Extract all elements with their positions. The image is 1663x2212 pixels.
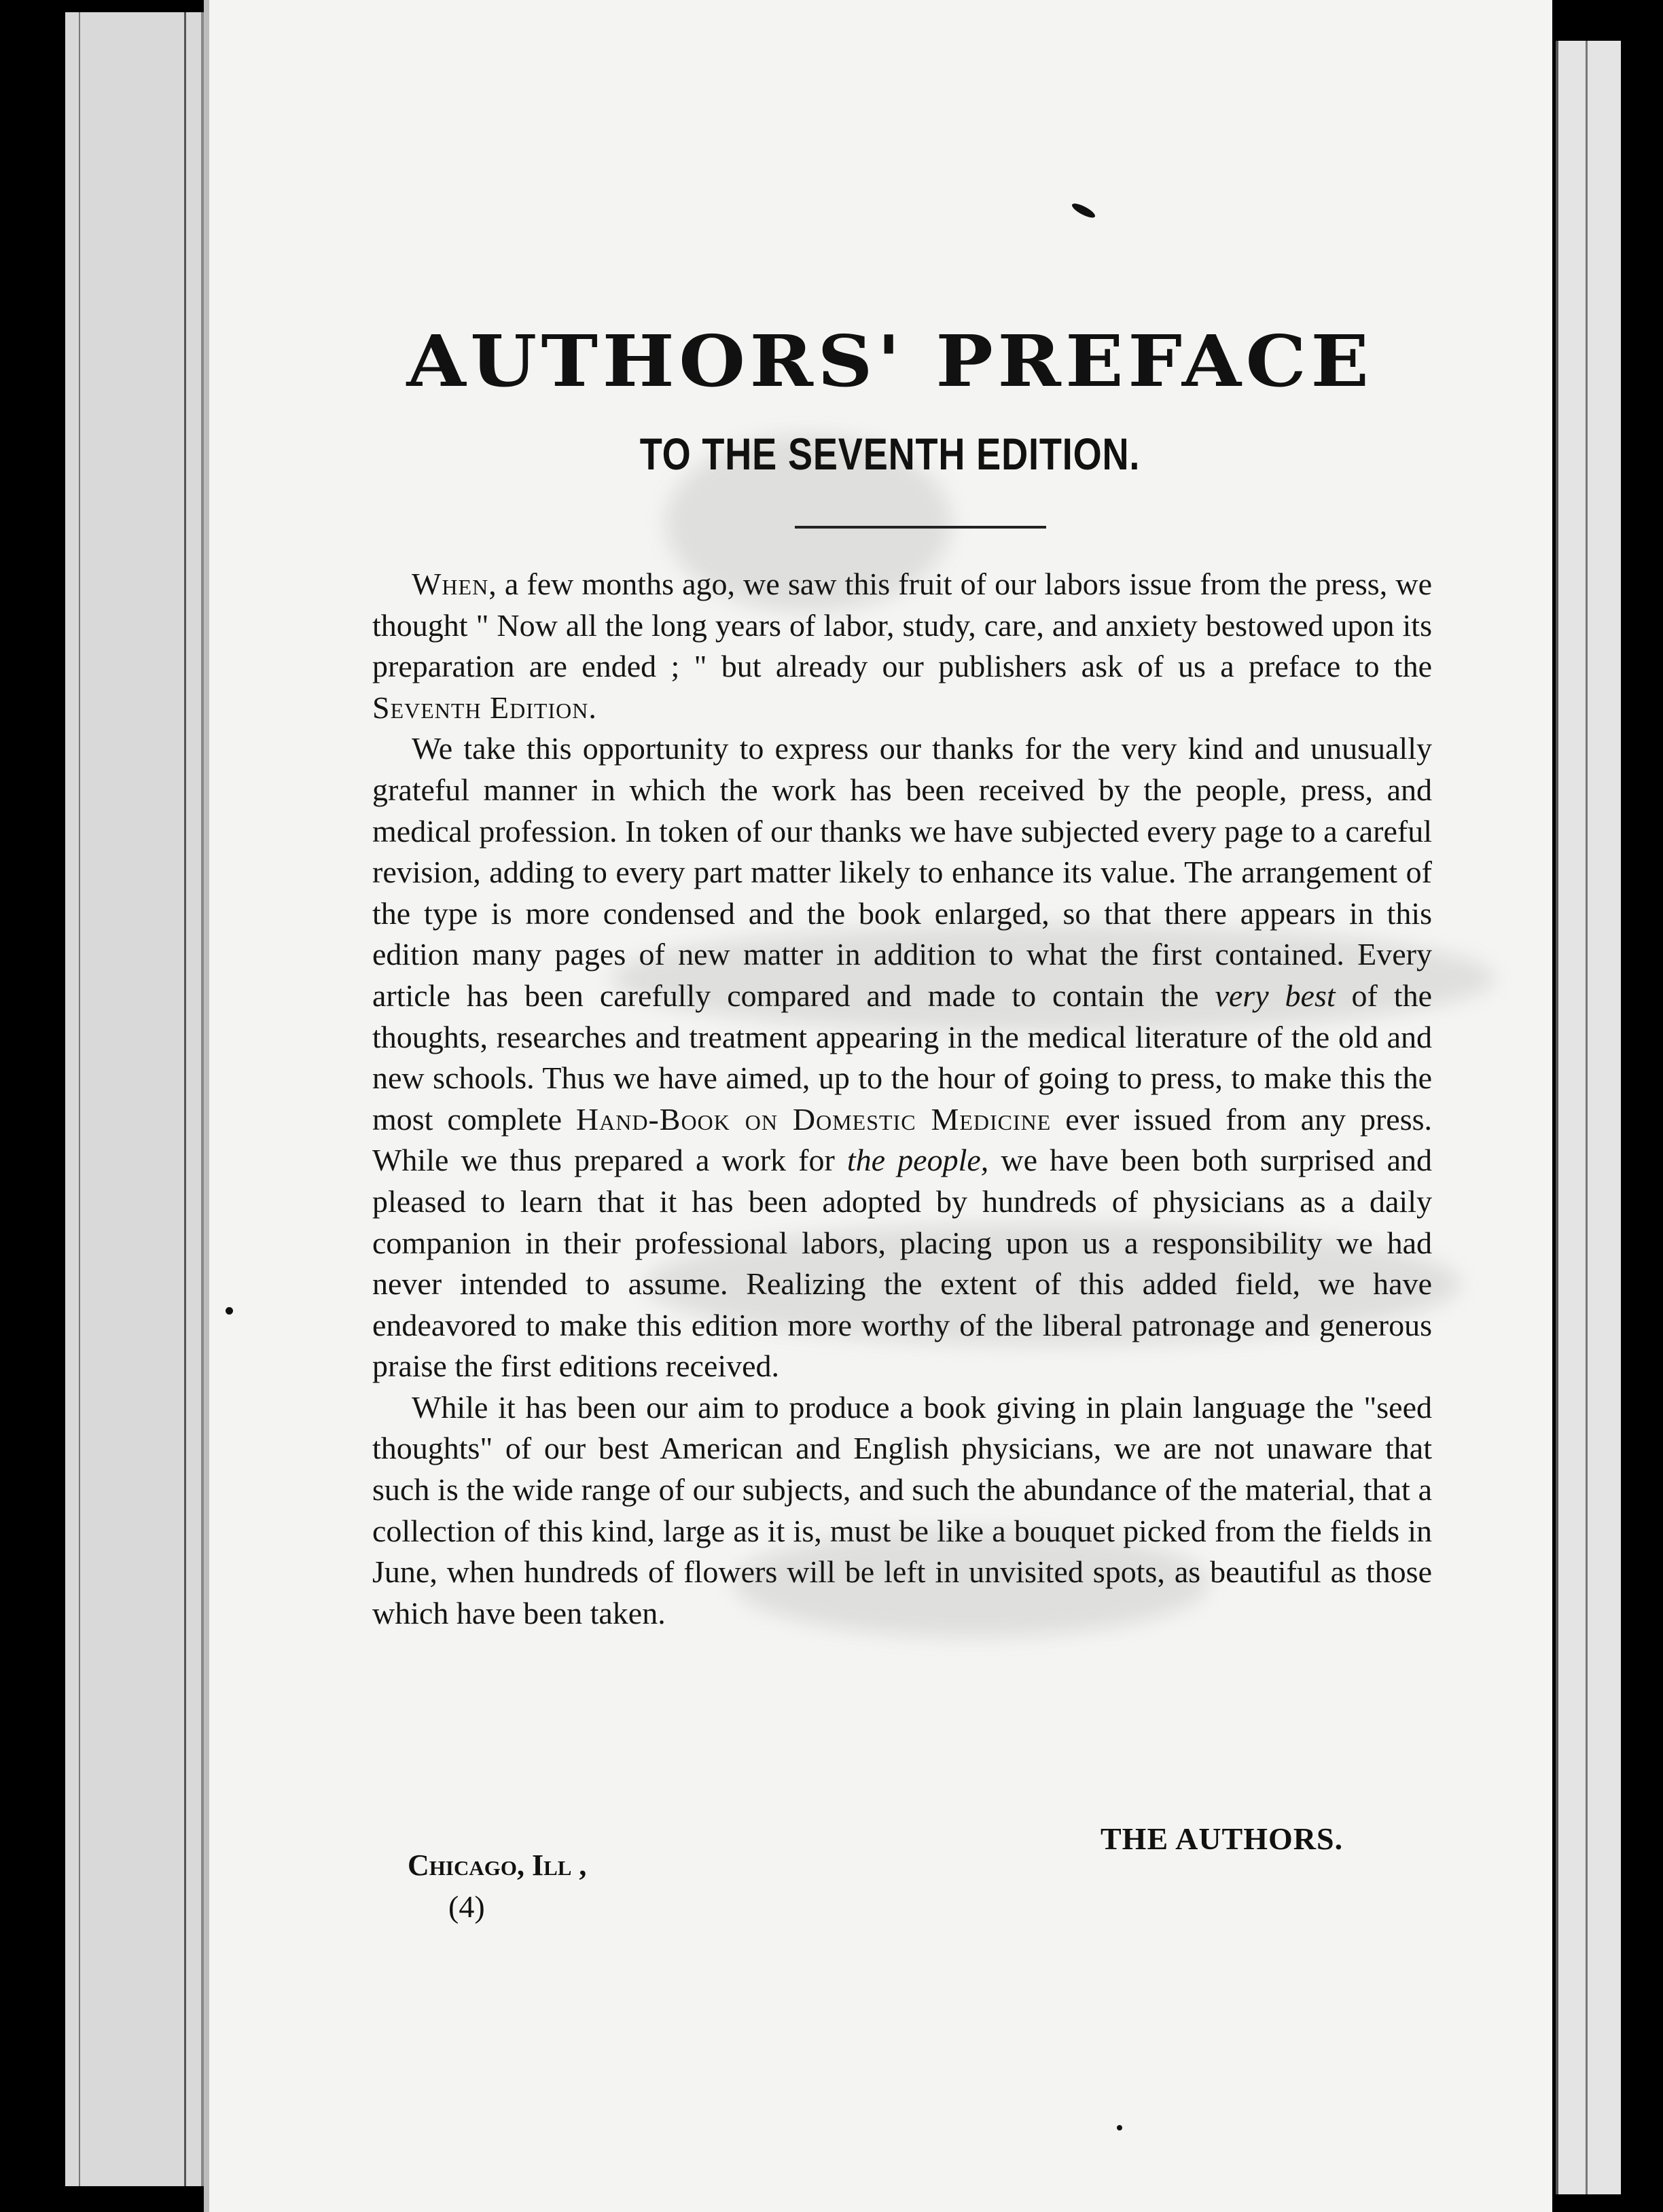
title-rule xyxy=(795,526,1046,529)
paragraph xyxy=(372,728,1432,1387)
place-line: Chicago, Ill , xyxy=(408,1849,587,1882)
page-title: AUTHORS' PREFACE xyxy=(406,319,1374,403)
signature: THE AUTHORS. xyxy=(1101,1821,1344,1856)
edition-name: Seventh Edition xyxy=(372,690,589,725)
paragraph-text: ever issued from any press. While we thus prepared a work for xyxy=(372,1101,1433,1178)
previous-leaf-edge xyxy=(65,12,204,2186)
leaf-line xyxy=(79,12,80,2186)
paragraph-text: we have been both surprised and pleased to learn that it has been adopted by hundreds of physicians as a daily companion in their professional labors, placing upon us a responsibility we had never intended to assume. Realizing the extent of this added field, we have endeavored to make this edition more worthy of the liberal patronage and generous praise the first editions received. xyxy=(372,1143,1433,1384)
leaf-line xyxy=(1586,41,1588,2194)
ink-speck xyxy=(1117,2125,1122,2130)
page-subtitle: TO THE SEVENTH EDITION. xyxy=(639,429,1141,479)
paragraph-text: , a few months ago, we saw this fruit of our labors issue from the press, we thought " Now all the long years of labor, study, care, and anxiety bestowed upon its preparation are ended ; " but already our publishers ask of us a preface to the xyxy=(372,567,1432,684)
italic-phrase: very best xyxy=(1215,978,1336,1013)
paragraph xyxy=(372,564,1432,728)
ink-speck xyxy=(226,1307,233,1315)
book-title: Hand-Book on Domestic Medicine xyxy=(575,1101,1052,1137)
lead-word: When xyxy=(412,567,489,601)
preface-body xyxy=(372,564,1432,1634)
paragraph-text: We take this opportunity to express our thanks for the very kind and unusually grateful manner in which the work has been received by the people, press, and medical profession. In token of our thanks we have subjected every page to a careful revision, adding to every part matter likely to enhance its value. The arrangement of the type is more condensed and the book enlarged, so that there appears in this edition many pages of new matter in addition to what the first contained. Every article has been carefully compared and made to contain the xyxy=(372,731,1432,1013)
page-number: (4) xyxy=(448,1889,485,1924)
binding-line xyxy=(184,12,186,2186)
paragraph xyxy=(372,1387,1432,1635)
italic-phrase: the people, xyxy=(846,1143,989,1178)
next-leaf-edge xyxy=(1556,41,1621,2194)
paragraph-text: . xyxy=(588,690,596,725)
paragraph-text: of the thoughts, researches and treatment appearing in the medical literature of the old and new schools. Thus we have aimed, up to the hour of going to press, to make this the most complete xyxy=(372,978,1432,1137)
paragraph-text: While it has been our aim to produce a book giving in plain language the "seed thoughts" of our best American and English physicians, we are not unaware that such is the wide range of our subjects, and such the abundance of the material, that a collection of this kind, large as it is, must be like a bouquet picked from the fields in June, when hundreds of flowers will be left in unvisited spots, as beautiful as those which have been taken. xyxy=(372,1389,1432,1630)
